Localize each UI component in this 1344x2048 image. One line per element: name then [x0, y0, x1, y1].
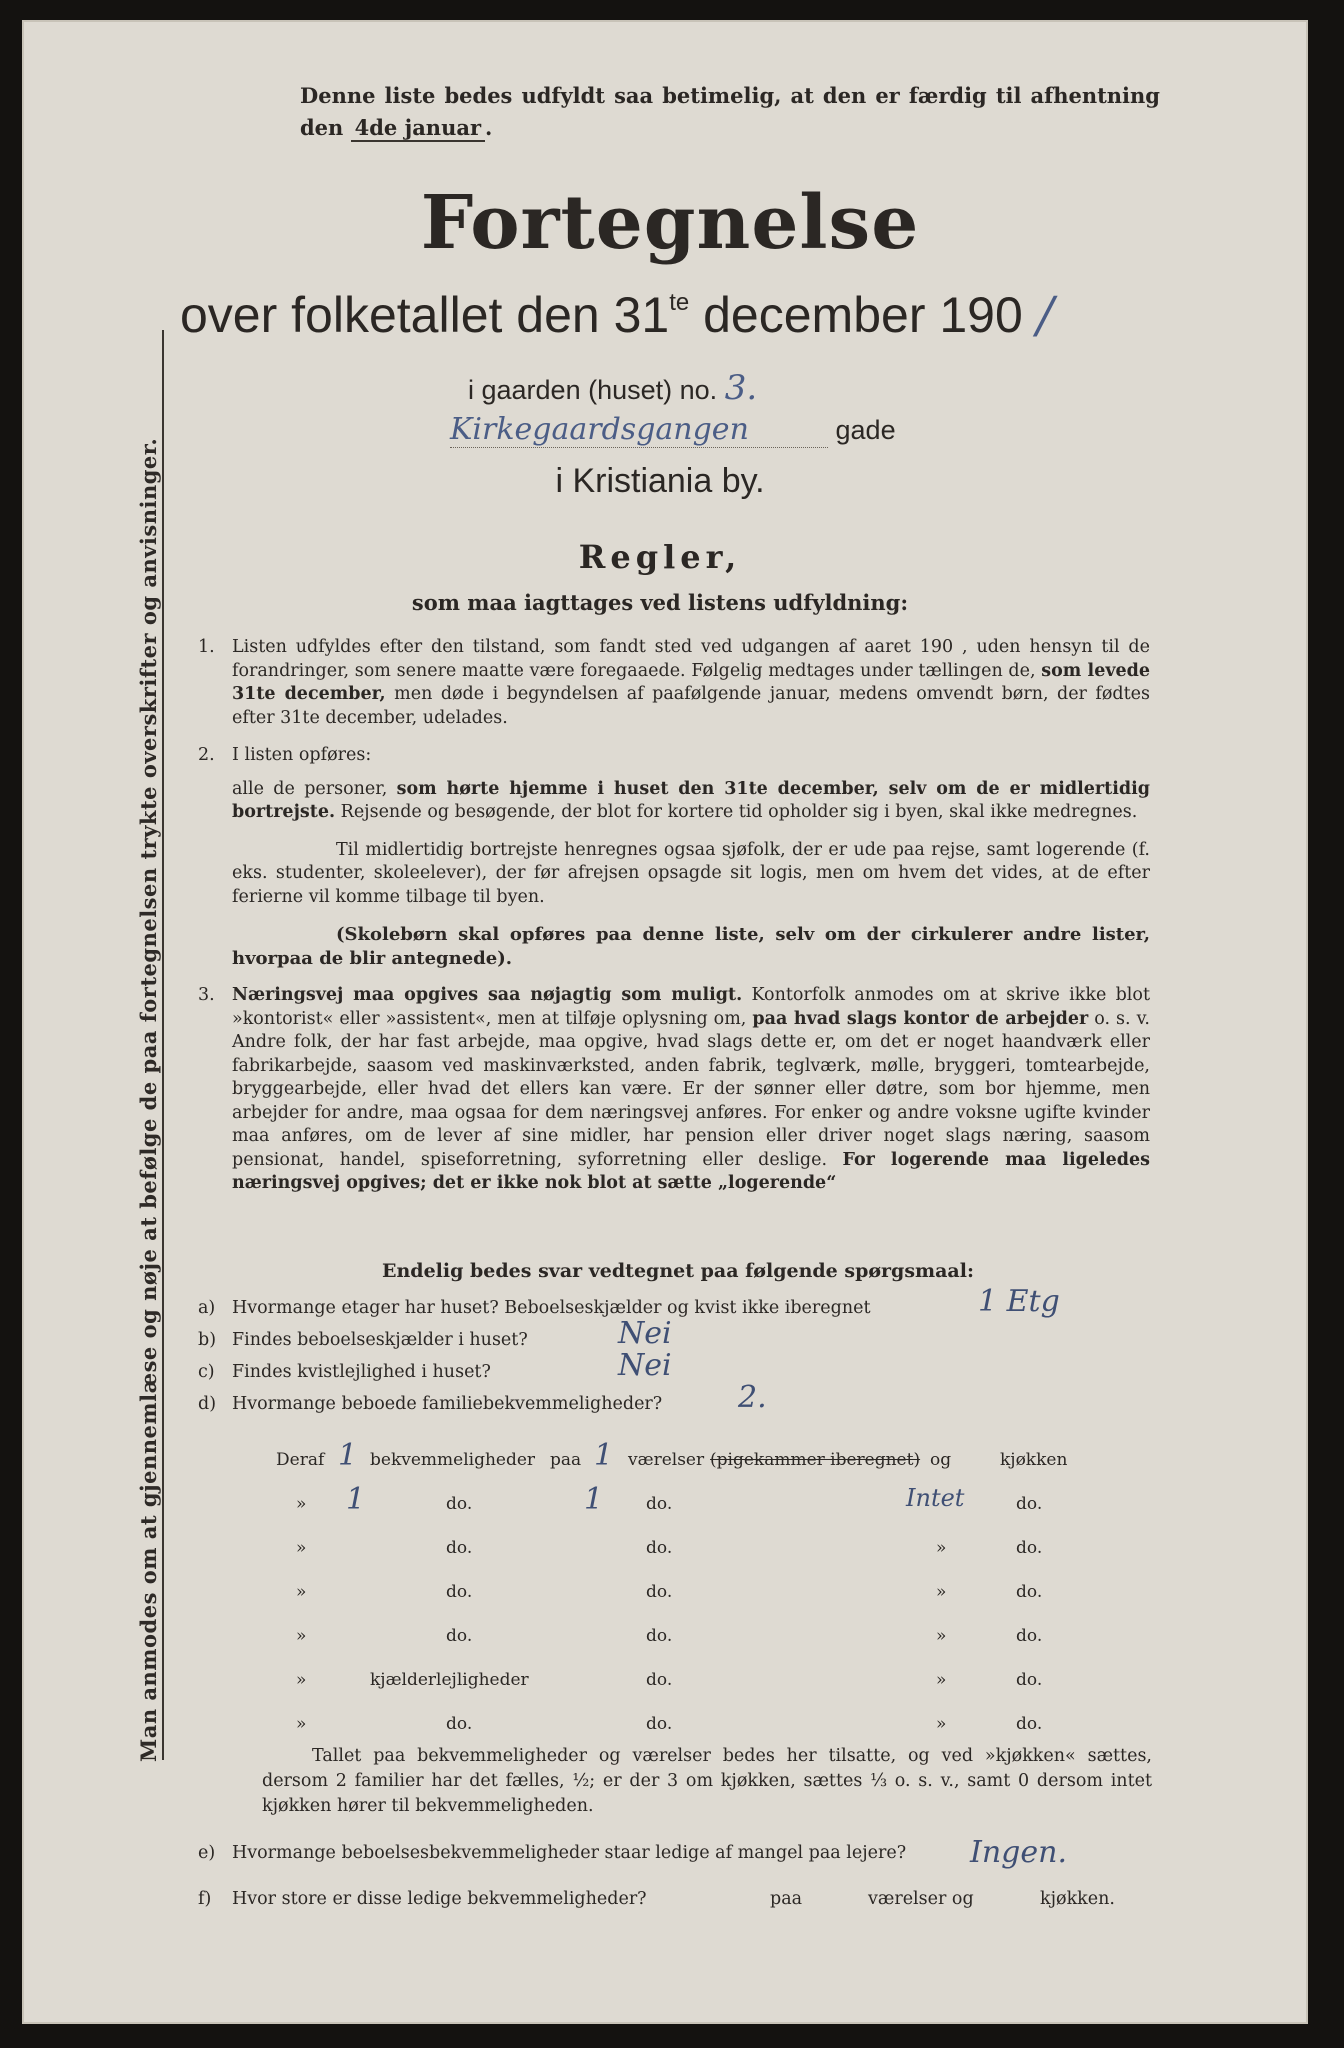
side-divider	[162, 330, 164, 1760]
rule-2-main	[232, 778, 1150, 825]
grid-do: do.	[1016, 1626, 1043, 1646]
grid-do: do.	[446, 1714, 473, 1734]
grid-struck-note: (pigekammer iberegnet)	[710, 1450, 921, 1470]
questions-heading: Endelig bedes svar vedtegnet paa følgende spørgsmaal:	[382, 1260, 974, 1282]
grid-ditto: »	[296, 1494, 307, 1514]
rules-title: Regler,	[578, 538, 742, 576]
question-f	[198, 1876, 1158, 1922]
question-e	[198, 1830, 1158, 1876]
grid-do: do.	[646, 1494, 673, 1514]
page-title: Fortegnelse	[420, 180, 920, 266]
grid-do: do.	[646, 1582, 673, 1602]
rule-2-p2: Til midlertidig bortrejste henregnes ogsaa sjøfolk, der er ude paa rejse, samt logerende (f. eks. studenter, skoleelever), der før afrejsen opsagde sit logis, men om hvem det vides, at de efter ferierne vil komme tilbage til byen.	[232, 839, 1150, 907]
grid-paa-header: paa	[550, 1450, 582, 1470]
rule-1-b: som levede 31te december,	[232, 660, 1150, 704]
question-b-answer: Nei	[618, 1316, 672, 1351]
rule-1-c: men døde i begyndelsen af paafølgende januar, medens omvendt børn, der fødtes efter 31te december, udelades.	[232, 684, 1150, 728]
grid-do: do.	[1016, 1538, 1043, 1558]
gade-line	[450, 412, 900, 448]
rules-body	[198, 636, 1150, 1210]
notice-period: .	[485, 115, 493, 140]
rule-3-a: Næringsvej maa opgives saa nøjagtig som muligt.	[232, 985, 743, 1005]
rule-2	[198, 744, 1150, 970]
grid-ditto: »	[936, 1714, 947, 1734]
rule-1	[198, 636, 1150, 730]
grid-row	[276, 1572, 1096, 1616]
grid-row-header	[276, 1440, 1096, 1484]
rule-2-head: I listen opføres:	[232, 745, 372, 765]
city-line: i Kristiania by.	[555, 462, 765, 500]
grid-hw-r1-c: Intet	[906, 1484, 965, 1512]
grid-do: do.	[646, 1714, 673, 1734]
question-c-num: c)	[198, 1362, 215, 1382]
rule-2-p3: (Skolebørn skal opføres paa denne liste, selv om der cirkulerer andre lister, hvorpaa de blir antegnede).	[232, 924, 1150, 969]
grid-kjokken-header: kjøkken	[1000, 1450, 1068, 1470]
rule-1-a: Listen udfyldes efter den tilstand, som fandt sted ved udgangen af aaret 190 , uden hensyn til de forandringer, som senere maatte være foregaaede. Følgelig medtages under tællingen de,	[232, 637, 1150, 681]
grid-do: do.	[446, 1538, 473, 1558]
street-handwritten: Kirkegaardsgangen	[450, 412, 828, 448]
tallet-note: Tallet paa bekvemmeligheder og værelser bedes her tilsatte, og ved »kjøkken« sættes, dersom 2 familier har det fælles, ½; er der 3 om kjøkken, sættes ⅓ o. s. v., samt 0 dersom intet kjøkken hører til bekvemmeligheden.	[262, 1746, 1152, 1816]
grid-ditto: »	[936, 1626, 947, 1646]
question-d-answer: 2.	[738, 1380, 767, 1415]
question-c-answer: Nei	[618, 1348, 672, 1383]
rule-3-c: paa hvad slags kontor de arbejder	[752, 1008, 1089, 1029]
question-a-answer: 1 Etg	[978, 1284, 1060, 1319]
gade-label: gade	[835, 415, 896, 445]
grid-do: do.	[446, 1626, 473, 1646]
question-b	[198, 1316, 1158, 1356]
question-e-text: Hvormange beboelsesbekvemmeligheder staar ledige af mangel paa lejere?	[232, 1843, 907, 1863]
questions-section	[198, 1260, 1158, 1420]
year-handwritten: /	[1036, 286, 1054, 344]
question-b-num: b)	[198, 1330, 217, 1350]
grid-do: do.	[646, 1626, 673, 1646]
dwelling-grid	[276, 1440, 1096, 1748]
grid-vaerelser-header: værelser	[628, 1450, 705, 1470]
grid-ditto: »	[296, 1626, 307, 1646]
grid-ditto: »	[936, 1582, 947, 1602]
question-a-num: a)	[198, 1298, 216, 1318]
grid-deraf: Deraf	[276, 1450, 325, 1470]
grid-row	[276, 1484, 1096, 1528]
grid-row	[276, 1704, 1096, 1748]
rules-subtitle: som maa iagttages ved listens udfyldning:	[411, 590, 909, 615]
question-e-answer: Ingen.	[970, 1835, 1067, 1870]
grid-do: do.	[1016, 1582, 1043, 1602]
grid-do: do.	[1016, 1670, 1043, 1690]
subtitle-sup: te	[669, 289, 690, 316]
grid-do: do.	[1016, 1494, 1043, 1514]
rule-2-c: Rejsende og besøgende, der blot for kortere tid opholder sig i byen, skal ikke medregnes.	[340, 802, 1138, 822]
question-f-paa: paa	[770, 1889, 803, 1909]
grid-kjaelder-label: kjælderlejligheder	[370, 1670, 529, 1690]
question-f-text: Hvor store er disse ledige bekvemmeligheder?	[232, 1889, 647, 1909]
subtitle-prefix: over folketallet den 31	[180, 287, 670, 343]
question-b-text: Findes beboelseskjælder i huset?	[232, 1330, 528, 1350]
grid-ditto: »	[936, 1670, 947, 1690]
page-subtitle	[180, 286, 1140, 344]
grid-row	[276, 1528, 1096, 1572]
question-f-num: f)	[198, 1889, 212, 1909]
grid-hw-r0-a: 1	[338, 1438, 358, 1473]
question-c-text: Findes kvistlejlighed i huset?	[232, 1362, 491, 1382]
grid-do: do.	[646, 1538, 673, 1558]
rule-3-b: Kontorfolk anmodes om at skrive ikke blot »kontorist« eller »assistent«, men at tilføje oplysning om,	[232, 985, 1150, 1029]
question-d	[198, 1380, 1158, 1420]
grid-hw-r1-a: 1	[346, 1482, 366, 1517]
grid-do: do.	[446, 1582, 473, 1602]
questions-ef	[198, 1830, 1158, 1922]
grid-row	[276, 1616, 1096, 1660]
question-e-num: e)	[198, 1843, 216, 1863]
question-a-text: Hvormange etager har huset? Beboelseskjælder og kvist ikke iberegnet	[232, 1298, 871, 1318]
rule-2-b: som hørte hjemme i huset den 31te december, selv om de er midlertidig bortrejste.	[232, 778, 1150, 822]
question-d-text: Hvormange beboede familiebekvemmeligheder?	[232, 1394, 663, 1414]
house-number-handwritten: 3.	[724, 368, 758, 408]
grid-hw-r0-b: 1	[594, 1438, 614, 1473]
rule-3-e: For logerende maa ligeledes næringsvej opgives; det er ikke nok blot at sætte „logerende“	[232, 1149, 1150, 1193]
notice-text: Denne liste bedes udfyldt saa betimelig, at den er færdig til afhentning den	[300, 83, 1160, 140]
grid-ditto: »	[296, 1714, 307, 1734]
grid-do: do.	[1016, 1714, 1043, 1734]
question-f-vaerelser: værelser og	[868, 1889, 974, 1909]
rule-2-a: alle de personer,	[232, 778, 388, 799]
rule-1-number: 1.	[198, 637, 215, 657]
grid-row-kjaelder	[276, 1660, 1096, 1704]
grid-ditto: »	[296, 1538, 307, 1558]
subtitle-suffix: december 190	[689, 287, 1023, 343]
question-d-num: d)	[198, 1394, 217, 1414]
question-a	[198, 1284, 1158, 1324]
grid-ditto: »	[296, 1670, 307, 1690]
question-f-kjokken: kjøkken.	[1040, 1889, 1115, 1909]
side-instruction: Man anmodes om at gjennemlæse og nøje at befølge de paa fortegnelsen trykte overskrifter og anvisninger.	[136, 437, 161, 1762]
grid-bekv-header: bekvemmeligheder	[370, 1450, 536, 1470]
grid-do: do.	[446, 1494, 473, 1514]
grid-ditto: »	[936, 1538, 947, 1558]
notice-date: 4de januar	[351, 115, 485, 142]
rule-3	[198, 984, 1150, 1196]
delivery-notice	[300, 80, 1160, 144]
grid-ditto: »	[296, 1582, 307, 1602]
grid-hw-r1-b: 1	[584, 1482, 604, 1517]
rule-2-number: 2.	[198, 745, 215, 765]
gaard-label: i gaarden (huset) no.	[468, 375, 718, 405]
grid-og-header: og	[930, 1450, 952, 1470]
gaard-line	[468, 368, 757, 408]
rule-3-d: o. s. v. Andre folk, der har fast arbejde, maa opgive, hvad slags dette er, om det er noget haandværk eller fabrikarbejde, saasom ved maskinværksted, anden fabrik, teglværk, mølle, bryggeri, tomtearbejde, bryggearbejde, eller hvad det ellers kan være. Er der sønner eller døtre, som bor hjemme, men arbejder for andre, maa ogsaa for dem næringsvej anføres. For enker og andre voksne ugifte kvinder maa anføres, om de lever af sine midler, har pension eller driver noget slags næring, saasom pensionat, handel, spiseforretning, syforretning eller deslige.	[232, 1008, 1150, 1170]
grid-do: do.	[646, 1670, 673, 1690]
rule-3-number: 3.	[198, 985, 215, 1005]
question-c	[198, 1348, 1158, 1388]
